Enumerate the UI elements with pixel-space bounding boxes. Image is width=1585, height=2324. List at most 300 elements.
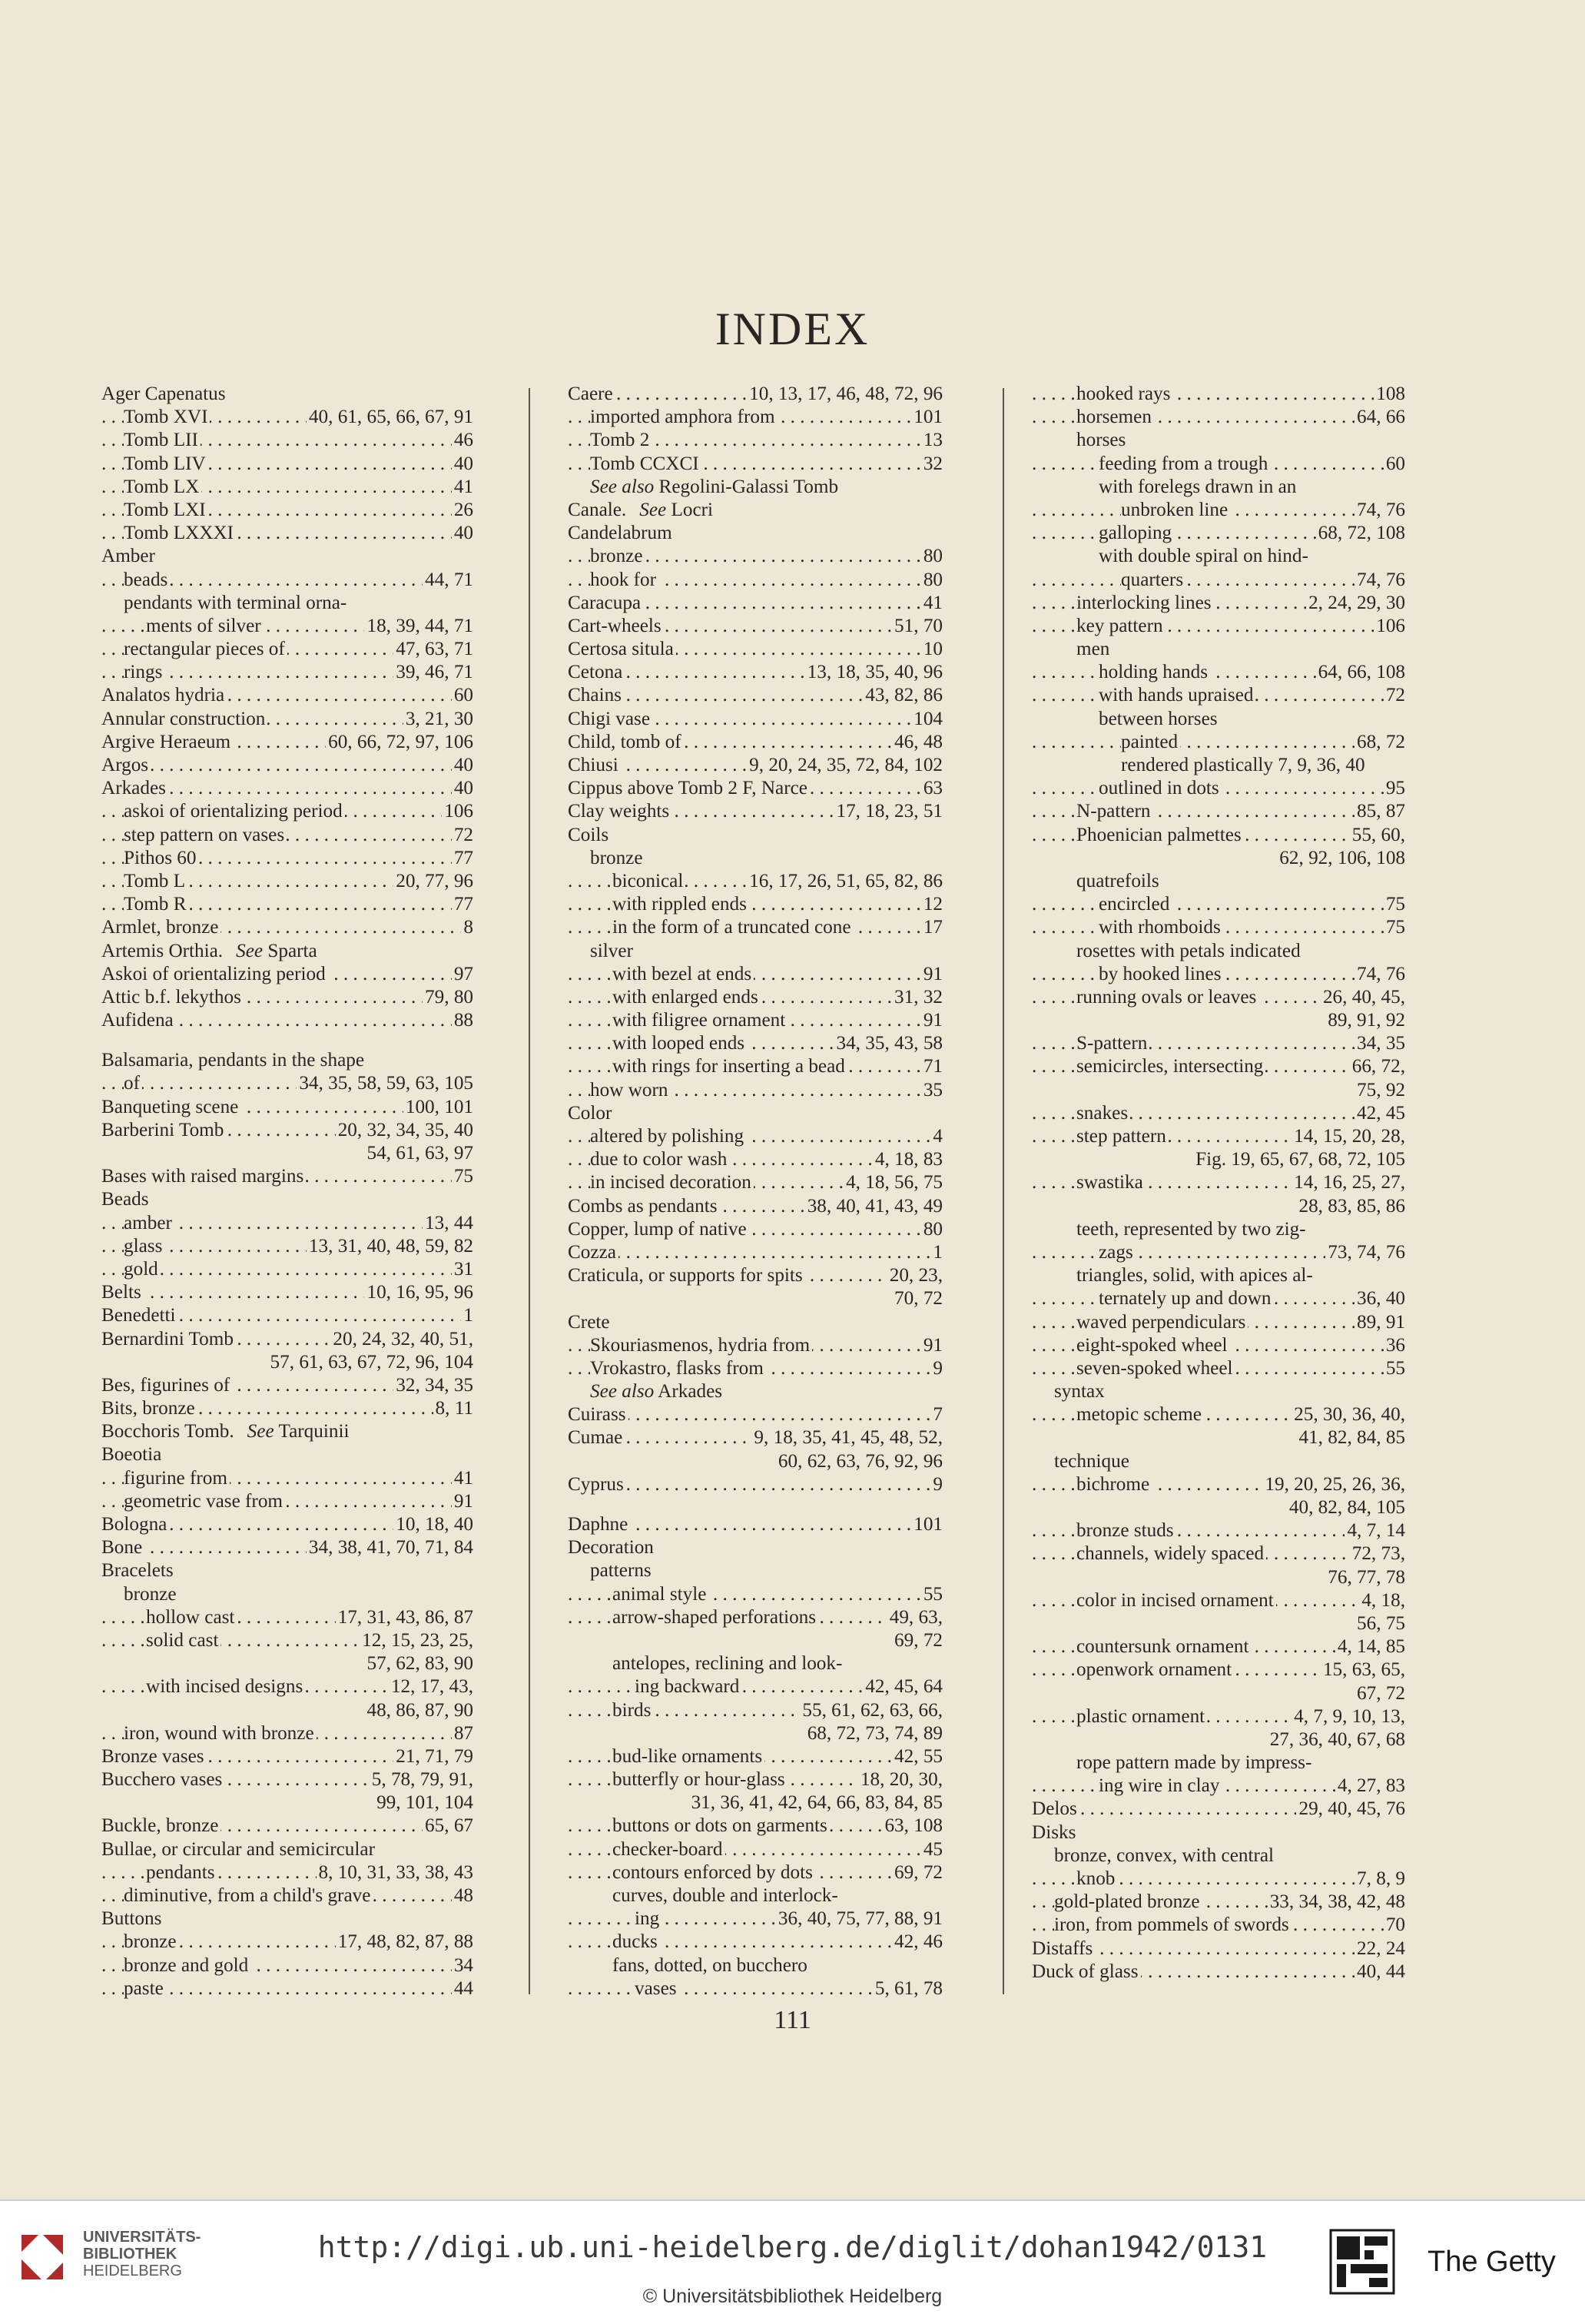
entry-term: bud-like ornaments <box>612 1746 764 1767</box>
index-entry <box>101 1119 473 1142</box>
entry-term: antelopes, reclining and look- <box>612 1653 844 1674</box>
entry-term: rendered plastically 7, 9, 36, 40 <box>1121 755 1368 775</box>
entry-term: teeth, represented by two zig- <box>1076 1219 1308 1240</box>
entry-pages: 4, 27, 83 <box>1335 1775 1405 1798</box>
entry-pages: 75, 92 <box>1355 1079 1405 1102</box>
entry-pages: 29, 40, 45, 76 <box>1296 1798 1405 1821</box>
entry-term: bronze studs <box>1076 1520 1176 1541</box>
entry-term: Cart-wheels <box>568 616 664 636</box>
entry-term: paste <box>124 1978 166 1999</box>
entry-pages: 91 <box>452 1490 473 1513</box>
entry-term: horses <box>1076 430 1128 450</box>
entry-term: animal style <box>612 1584 708 1605</box>
entry-term: Beads <box>101 1189 151 1210</box>
index-entry <box>1032 1612 1405 1635</box>
entry-pages: 60, 62, 63, 76, 92, 96 <box>776 1450 943 1473</box>
entry-pages: 68, 72 <box>1355 731 1405 754</box>
entry-pages: 79, 80 <box>423 986 473 1009</box>
index-entry <box>101 1374 473 1397</box>
index-entry <box>568 453 943 476</box>
entry-pages: 4, 7, 9, 10, 13, <box>1292 1705 1405 1728</box>
index-entry <box>1032 1426 1405 1449</box>
entry-pages: 46, 48 <box>892 731 943 754</box>
entry-term: waved perpendiculars <box>1076 1312 1248 1333</box>
entry-term: Delos <box>1032 1798 1079 1819</box>
index-entry <box>568 1722 943 1745</box>
index-entry <box>1032 847 1405 870</box>
index-entry <box>1032 1218 1405 1241</box>
entry-pages: 8, 11 <box>433 1397 473 1420</box>
page-number: 111 <box>774 2006 811 2034</box>
index-entry <box>101 1861 473 1884</box>
entry-term: Decoration <box>568 1537 656 1558</box>
index-entry <box>1032 406 1405 429</box>
entry-term: Cumae <box>568 1427 625 1448</box>
index-entry <box>1032 1868 1405 1891</box>
entry-pages: 69, 72 <box>892 1861 943 1884</box>
index-entry <box>1032 1960 1405 1984</box>
entry-term: encircled <box>1099 894 1172 915</box>
entry-term: quatrefoils <box>1076 871 1162 891</box>
entry-term: bronze, convex, with central <box>1054 1845 1276 1866</box>
entry-pages: 31 <box>452 1258 473 1281</box>
index-entry <box>101 800 473 823</box>
index-entry <box>568 1055 943 1078</box>
entry-term: Cuirass <box>568 1404 628 1425</box>
entry-term: ing wire in clay <box>1099 1775 1222 1796</box>
index-entry <box>101 1009 473 1032</box>
index-entry <box>101 383 473 406</box>
entry-term: in incised decoration <box>590 1172 754 1193</box>
index-entry <box>101 1142 473 1165</box>
see-reference-label: See also <box>590 476 655 497</box>
index-entry <box>101 1768 473 1791</box>
index-entry <box>568 1791 943 1814</box>
entry-pages: 36, 40 <box>1355 1287 1405 1310</box>
index-entry <box>1032 569 1405 592</box>
entry-pages: 14, 16, 25, 27, <box>1292 1171 1405 1194</box>
index-entry <box>1032 1542 1405 1565</box>
index-entry <box>101 406 473 429</box>
entry-term: Bucchero vases <box>101 1769 224 1790</box>
index-entry <box>568 1931 943 1954</box>
index-entry <box>1032 940 1405 963</box>
entry-pages: 99, 101, 104 <box>374 1791 473 1814</box>
index-entry <box>101 893 473 916</box>
entry-term: Tomb CCXCI <box>590 453 701 474</box>
index-entry <box>101 1722 473 1745</box>
entry-term: with incised designs <box>146 1676 305 1697</box>
index-entry <box>101 1443 473 1466</box>
index-entry <box>1032 916 1405 939</box>
entry-term: Banqueting scene <box>101 1097 240 1117</box>
partner-name: The Getty <box>1427 2246 1556 2278</box>
entry-term: Copper, lump of native <box>568 1219 749 1240</box>
permalink-url[interactable]: http://digi.ub.uni-heidelberg.de/diglit/dohan1942/0131 <box>317 2230 1268 2264</box>
entry-pages: 9 <box>930 1357 943 1380</box>
entry-term: birds <box>612 1700 653 1721</box>
index-entry <box>1032 638 1405 661</box>
entry-pages: 16, 17, 26, 51, 65, 82, 86 <box>747 870 943 893</box>
index-entry <box>568 545 943 568</box>
see-reference-target: Locri <box>671 499 714 520</box>
index-entry <box>568 1195 943 1218</box>
entry-pages: 60, 66, 72, 97, 106 <box>326 731 473 754</box>
entry-term: Cippus above Tomb 2 F, Narce <box>568 778 810 798</box>
entry-term: gold <box>124 1259 161 1280</box>
entry-term: pendants <box>146 1862 217 1883</box>
index-entry <box>101 1838 473 1861</box>
footer-bar <box>0 2200 1585 2324</box>
entry-term: bronze <box>590 546 645 566</box>
index-entry <box>568 1884 943 1907</box>
entry-term: Cyprus <box>568 1474 626 1495</box>
index-entry <box>568 1838 943 1861</box>
index-entry <box>1032 1380 1405 1403</box>
index-entry <box>1032 1171 1405 1194</box>
library-name-line: BIBLIOTHEK <box>83 2246 177 2263</box>
entry-pages: 60 <box>1384 453 1405 476</box>
entry-term: Combs as pendants <box>568 1196 720 1217</box>
entry-pages: 108 <box>1374 383 1405 406</box>
index-entry <box>101 1467 473 1490</box>
entry-term: amber <box>124 1213 174 1233</box>
index-entry <box>1032 661 1405 684</box>
entry-term: S-pattern <box>1076 1033 1149 1054</box>
index-entry <box>568 1450 943 1473</box>
entry-term: Arkades <box>101 778 168 798</box>
entry-pages: 34, 35 <box>1355 1032 1405 1055</box>
see-reference-label: See also <box>590 1381 655 1403</box>
entry-pages: 17, 31, 43, 86, 87 <box>336 1606 473 1629</box>
entry-pages: 4, 7, 14 <box>1345 1519 1405 1542</box>
entry-term: Askoi of orientalizing period <box>101 964 328 984</box>
entry-term: with double spiral on hind- <box>1099 546 1311 566</box>
index-entry <box>568 1218 943 1241</box>
entry-pages: 89, 91 <box>1355 1311 1405 1334</box>
entry-pages: 41 <box>452 1467 473 1490</box>
entry-term: iron, from pommels of swords <box>1054 1914 1292 1935</box>
entry-term: triangles, solid, with apices al- <box>1076 1265 1315 1286</box>
entry-term: figurine from <box>124 1468 230 1489</box>
column-divider <box>1003 388 1004 1994</box>
index-entry <box>568 406 943 429</box>
index-entry <box>1032 824 1405 847</box>
entry-term: painted <box>1121 732 1180 752</box>
entry-pages: 40, 82, 84, 105 <box>1287 1496 1405 1519</box>
entry-term: Annular construction <box>101 709 267 729</box>
entry-pages: 69, 72 <box>892 1629 943 1652</box>
entry-pages: 101 <box>911 406 943 429</box>
entry-pages: 68, 72, 73, 74, 89 <box>805 1722 943 1745</box>
entry-pages: 38, 40, 41, 43, 49 <box>805 1195 943 1218</box>
index-entry <box>1032 708 1405 731</box>
index-entry <box>101 1328 473 1351</box>
index-entry <box>1032 1705 1405 1728</box>
entry-term: bronze <box>124 1931 179 1952</box>
index-entry <box>101 1165 473 1188</box>
entry-term: Child, tomb of <box>568 732 684 752</box>
library-name-line: UNIVERSITÄTS- <box>83 2229 201 2246</box>
index-entry <box>568 1311 943 1334</box>
entry-term: technique <box>1054 1451 1132 1472</box>
index-entry <box>1032 963 1405 986</box>
entry-pages: 10 <box>921 638 943 661</box>
entry-pages: 12 <box>921 893 943 916</box>
entry-term: patterns <box>590 1560 654 1581</box>
entry-term: Benedetti <box>101 1305 178 1326</box>
index-entry <box>101 963 473 986</box>
entry-pages: Fig. 19, 65, 67, 68, 72, 105 <box>1193 1148 1405 1171</box>
index-entry <box>1032 1728 1405 1751</box>
entry-term: swastika <box>1076 1172 1146 1193</box>
entry-pages: 48 <box>452 1884 473 1907</box>
entry-term: with looped ends <box>612 1033 747 1054</box>
entry-pages: 18, 20, 30, <box>858 1768 943 1791</box>
index-entry <box>1032 754 1405 777</box>
index-entry <box>101 1745 473 1768</box>
entry-term: Tomb R <box>124 894 189 915</box>
entry-pages: 5, 61, 78 <box>873 1977 943 2000</box>
entry-pages: 55, 60, <box>1350 824 1405 847</box>
entry-term: contours enforced by dots <box>612 1862 815 1883</box>
entry-term: Disks <box>1032 1822 1078 1843</box>
entry-term: Distaffs <box>1032 1938 1095 1959</box>
entry-pages: 77 <box>452 893 473 916</box>
entry-pages: 40 <box>452 777 473 800</box>
entry-pages: 1 <box>461 1304 473 1327</box>
index-column-2 <box>568 383 943 2000</box>
entry-term: bichrome <box>1076 1474 1152 1495</box>
entry-term: Coils <box>568 825 611 845</box>
index-entry <box>1032 592 1405 615</box>
index-entry <box>568 1652 943 1675</box>
index-entry <box>101 1513 473 1536</box>
entry-pages: 13 <box>921 429 943 452</box>
index-entry <box>101 754 473 777</box>
entry-term: Bits, bronze <box>101 1398 197 1419</box>
index-entry <box>101 1699 473 1722</box>
entry-term: gold-plated bronze <box>1054 1891 1202 1912</box>
index-entry <box>568 1814 943 1838</box>
entry-term: altered by polishing <box>590 1126 746 1147</box>
entry-term: ing <box>635 1908 662 1929</box>
entry-term: rosettes with petals indicated <box>1076 941 1303 961</box>
entry-term: geometric vase from <box>124 1491 285 1512</box>
entry-pages: 13, 31, 40, 48, 59, 82 <box>307 1235 473 1258</box>
index-entry <box>1032 1102 1405 1125</box>
entry-pages: 4, 14, 85 <box>1335 1635 1405 1658</box>
entry-term: horsemen <box>1076 407 1154 427</box>
entry-pages: 44 <box>452 1977 473 2000</box>
index-entry <box>1032 1287 1405 1310</box>
entry-pages: 74, 76 <box>1355 963 1405 986</box>
index-entry <box>568 1675 943 1698</box>
entry-pages: 2, 24, 29, 30 <box>1306 592 1405 615</box>
index-entry <box>568 731 943 754</box>
entry-pages: 75 <box>1384 916 1405 939</box>
index-entry <box>1032 986 1405 1009</box>
index-entry <box>101 453 473 476</box>
entry-pages: 8 <box>461 916 473 939</box>
entry-term: galloping <box>1099 523 1174 543</box>
index-entry <box>101 1675 473 1698</box>
entry-term: unbroken line <box>1121 500 1230 520</box>
index-column-3 <box>1032 383 1405 1984</box>
entry-pages: 14, 15, 20, 28, <box>1292 1125 1405 1148</box>
entry-term: askoi of orientalizing period <box>124 801 345 822</box>
entry-pages: 20, 24, 32, 40, 51, <box>330 1328 473 1351</box>
index-entry <box>101 1977 473 2000</box>
index-entry <box>1032 800 1405 823</box>
index-entry <box>1032 1473 1405 1496</box>
index-entry <box>568 1009 943 1032</box>
entry-pages: 85, 87 <box>1355 800 1405 823</box>
entry-pages: 9, 18, 35, 41, 45, 48, 52, <box>751 1426 943 1449</box>
entry-pages: 60 <box>452 684 473 707</box>
entry-term: curves, double and interlock- <box>612 1885 841 1906</box>
index-entry <box>1032 731 1405 754</box>
index-entry <box>568 1403 943 1426</box>
index-entry <box>101 1304 473 1327</box>
getty-logo-icon <box>1328 2227 1397 2296</box>
entry-term: countersunk ornament <box>1076 1636 1252 1657</box>
index-entry <box>101 1559 473 1582</box>
entry-term: Tomb LXXXI <box>124 523 236 543</box>
entry-term: quarters <box>1121 569 1185 590</box>
index-entry <box>568 777 943 800</box>
entry-term: bronze and gold <box>124 1955 250 1976</box>
index-entry <box>101 1397 473 1420</box>
entry-term: imported amphora from <box>590 407 778 427</box>
index-entry <box>101 476 473 499</box>
entry-pages: 27, 36, 40, 67, 68 <box>1268 1728 1405 1751</box>
entry-term: knob <box>1076 1868 1117 1889</box>
index-entry <box>101 1281 473 1304</box>
index-entry <box>568 661 943 684</box>
index-entry <box>568 615 943 638</box>
index-entry <box>101 1049 473 1072</box>
entry-pages: 80 <box>921 1218 943 1241</box>
entry-term: running ovals or leaves <box>1076 987 1258 1008</box>
entry-term: solid cast <box>146 1630 221 1651</box>
see-reference-target: Arkades <box>658 1381 723 1403</box>
entry-pages: 66, 72, <box>1350 1055 1405 1078</box>
entry-term: with filigree ornament <box>612 1010 788 1031</box>
entry-pages: 42, 45 <box>1355 1102 1405 1125</box>
index-entry <box>568 1513 943 1536</box>
entry-pages: 4 <box>930 1125 943 1148</box>
entry-pages: 40 <box>452 522 473 545</box>
index-entry <box>101 545 473 568</box>
entry-pages: 4, 18, 56, 75 <box>844 1171 943 1194</box>
entry-term: Balsamaria, pendants in the shape <box>101 1050 366 1071</box>
entry-pages: 41, 82, 84, 85 <box>1296 1426 1405 1449</box>
index-entry <box>101 940 473 963</box>
index-entry <box>568 940 943 963</box>
entry-pages: 36 <box>1384 1334 1405 1357</box>
index-entry <box>568 1473 943 1496</box>
entry-term: with enlarged ends <box>612 987 761 1008</box>
index-entry <box>1032 1079 1405 1102</box>
index-entry <box>1032 777 1405 800</box>
entry-term: Bases with raised margins <box>101 1166 306 1187</box>
entry-pages: 77 <box>452 847 473 870</box>
index-entry <box>101 708 473 731</box>
entry-pages: 87 <box>452 1722 473 1745</box>
entry-pages: 89, 91, 92 <box>1325 1009 1405 1032</box>
entry-pages: 34, 35, 43, 58 <box>834 1032 943 1055</box>
entry-pages: 72 <box>452 824 473 847</box>
entry-term: Barberini Tomb <box>101 1120 226 1140</box>
entry-term: Daphne <box>568 1514 630 1535</box>
entry-term: color in incised ornament <box>1076 1590 1276 1611</box>
entry-pages: 101 <box>911 1513 943 1536</box>
index-entry <box>1032 1519 1405 1542</box>
entry-term: Analatos hydria <box>101 685 227 706</box>
entry-term: snakes <box>1076 1103 1130 1124</box>
entry-pages: 68, 72, 108 <box>1316 522 1405 545</box>
index-entry <box>568 522 943 545</box>
entry-term: with hands upraised <box>1099 685 1255 706</box>
index-entry <box>1032 1937 1405 1960</box>
entry-term: Tomb 2 <box>590 430 652 450</box>
entry-pages: 15, 63, 65, <box>1321 1658 1405 1682</box>
entry-term: men <box>1076 639 1112 659</box>
see-reference-label: See <box>639 499 667 520</box>
entry-pages: 106 <box>442 800 473 823</box>
entry-term: of <box>124 1073 142 1094</box>
index-entry <box>1032 615 1405 638</box>
entry-term: how worn <box>590 1080 670 1101</box>
entry-term: ing backward <box>635 1676 741 1697</box>
entry-term: bronze <box>590 848 645 868</box>
entry-pages: 31, 36, 41, 42, 64, 66, 83, 84, 85 <box>689 1791 943 1814</box>
index-entry <box>568 1241 943 1264</box>
index-entry <box>101 615 473 638</box>
entry-term: openwork ornament <box>1076 1659 1234 1680</box>
entry-pages: 20, 23, <box>887 1264 943 1287</box>
index-entry <box>101 429 473 452</box>
entry-term: step pattern <box>1076 1126 1169 1147</box>
index-entry <box>568 638 943 661</box>
entry-term: Tomb LIV <box>124 453 208 474</box>
entry-pages: 74, 76 <box>1355 569 1405 592</box>
index-entry <box>568 870 943 893</box>
index-entry <box>101 916 473 939</box>
index-column-1 <box>101 383 473 2000</box>
entry-term: rope pattern made by impress- <box>1076 1752 1314 1773</box>
index-entry <box>101 499 473 522</box>
entry-pages: 51, 70 <box>892 615 943 638</box>
entry-pages: 56, 75 <box>1355 1612 1405 1635</box>
index-entry <box>568 824 943 847</box>
see-reference-target: Sparta <box>267 940 317 961</box>
index-entry <box>1032 1125 1405 1148</box>
entry-term: buttons or dots on garments <box>612 1815 830 1836</box>
entry-term: in the form of a truncated cone <box>612 917 854 938</box>
index-entry <box>1032 1357 1405 1380</box>
index-entry <box>568 1768 943 1791</box>
entry-term: glass <box>124 1236 164 1257</box>
entry-pages: 17, 48, 82, 87, 88 <box>336 1931 473 1954</box>
entry-term: hook for <box>590 569 658 590</box>
footer-divider <box>0 2200 1585 2201</box>
entry-pages: 41 <box>452 476 473 499</box>
entry-pages: 76, 77, 78 <box>1325 1566 1405 1589</box>
entry-term: butterfly or hour-glass <box>612 1769 788 1790</box>
entry-term: outlined in dots <box>1099 778 1222 798</box>
